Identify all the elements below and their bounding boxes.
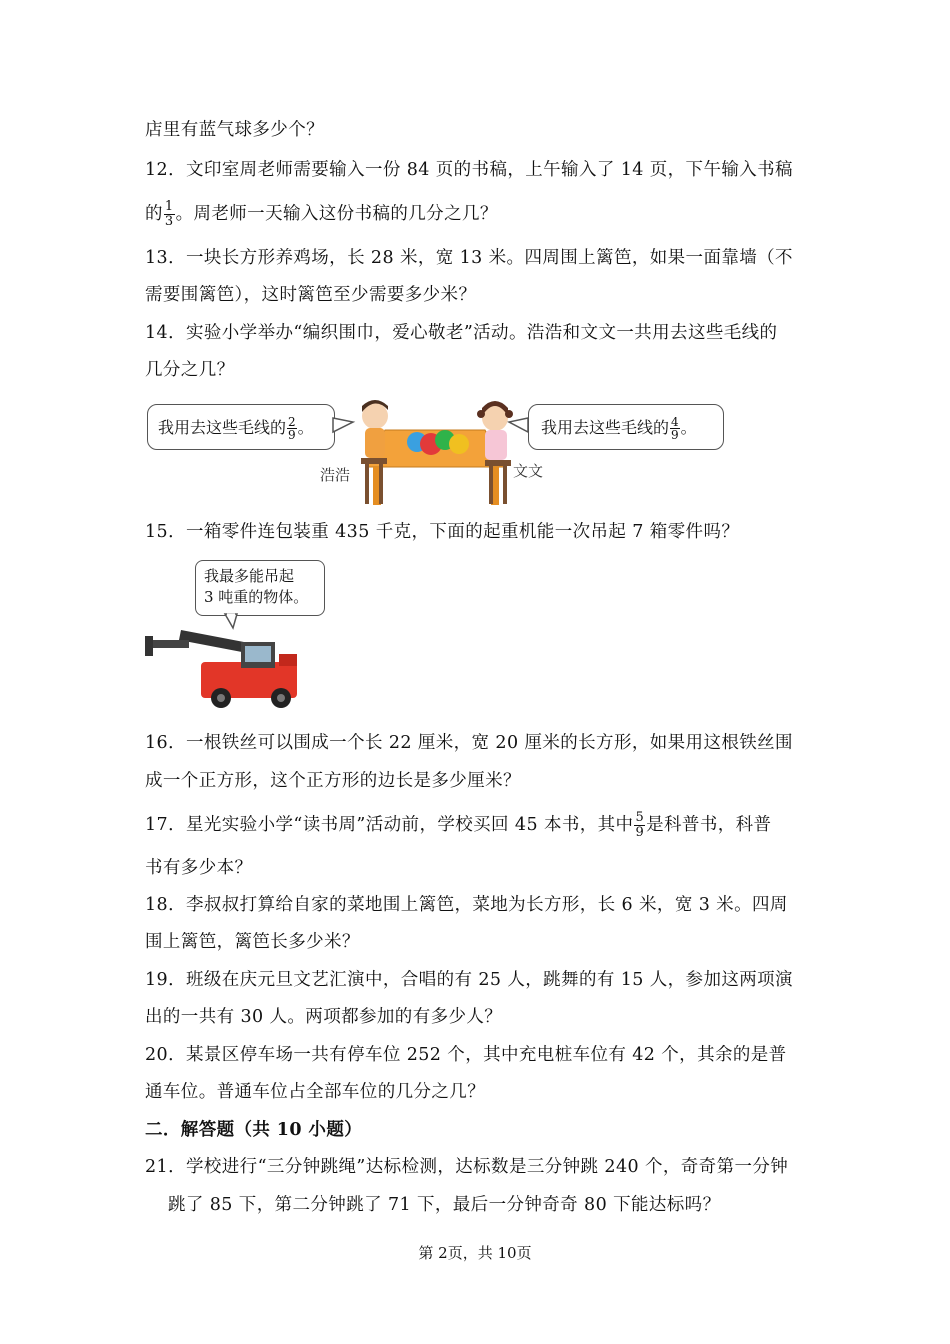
bubble-text-line1: 我最多能吊起 <box>204 567 295 585</box>
fraction-numerator: 2 <box>288 415 296 429</box>
bubble-text: 。 <box>297 418 314 437</box>
question-20-line2: 通车位。普通车位占全部车位的几分之几？ <box>145 1082 486 1102</box>
name-label-haohao: 浩浩 <box>320 466 351 484</box>
question-14-line1: 14．实验小学举办“编织围巾，爱心敬老”活动。浩浩和文文一共用去这些毛线的 <box>145 323 778 343</box>
question-18-line2: 围上篱笆，篱笆长多少米？ <box>145 932 360 952</box>
question-12-line1: 12．文印室周老师需要输入一份 84 页的书稿，上午输入了 14 页，下午输入书稿 <box>145 160 793 180</box>
question-16-line1: 16．一根铁丝可以围成一个长 22 厘米，宽 20 厘米的长方形，如果用这根铁丝围 <box>145 733 793 753</box>
fraction-numerator: 1 <box>164 199 174 214</box>
question-13-line1: 13．一块长方形养鸡场，长 28 米，宽 13 米。四周围上篱笆，如果一面靠墙（不 <box>145 248 793 268</box>
question-18-line1: 18．李叔叔打算给自家的菜地围上篱笆，菜地为长方形，长 6 米，宽 3 米。四周 <box>145 895 788 915</box>
speech-bubble-right <box>528 404 724 450</box>
text: 是科普书，科普 <box>646 815 772 835</box>
question-17-line2: 书有多少本？ <box>145 858 253 878</box>
question-17-line1 <box>145 811 771 840</box>
text: 。周老师一天输入这份书稿的几分之几？ <box>175 204 498 224</box>
question-12-line2 <box>145 200 498 229</box>
name-label-wenwen: 文文 <box>513 462 544 480</box>
question-13-line2: 需要围篱笆），这时篱笆至少需要多少米？ <box>145 285 477 305</box>
text-line: 店里有蓝气球多少个？ <box>145 120 324 140</box>
section-heading: 二．解答题（共 10 小题） <box>145 1120 363 1140</box>
fraction-denominator: 9 <box>671 428 679 442</box>
figure-q15 <box>145 558 335 710</box>
text: 的 <box>145 204 163 224</box>
fraction <box>164 200 175 229</box>
fraction-numerator: 5 <box>635 810 645 825</box>
crane-truck-illustration <box>145 558 335 710</box>
question-19-line2: 出的一共有 30 人。两项都参加的有多少人？ <box>145 1007 503 1027</box>
fraction-denominator: 3 <box>164 214 174 229</box>
bubble-text: 我用去这些毛线的 <box>158 418 287 437</box>
question-15: 15．一箱零件连包装重 435 千克，下面的起重机能一次吊起 7 箱零件吗？ <box>145 522 740 542</box>
question-16-line2: 成一个正方形，这个正方形的边长是多少厘米？ <box>145 771 521 791</box>
bubble-text: 。 <box>680 418 697 437</box>
fraction-denominator: 9 <box>288 428 296 442</box>
figure-q14 <box>145 392 735 510</box>
question-14-line2: 几分之几？ <box>145 360 235 380</box>
fraction <box>670 416 680 441</box>
bubble-text: 我用去这些毛线的 <box>541 418 670 437</box>
fraction-numerator: 4 <box>671 415 679 429</box>
fraction <box>634 811 645 840</box>
bubble-text-line2: 3 吨重的物体。 <box>204 588 309 606</box>
question-21-line1: 21．学校进行“三分钟跳绳”达标检测，达标数是三分钟跳 240 个，奇奇第一分钟 <box>145 1157 789 1177</box>
text: 17．星光实验小学“读书周”活动前，学校买回 45 本书，其中 <box>145 815 634 835</box>
page-footer: 第 2页，共 10页 <box>418 1244 532 1262</box>
question-19-line1: 19．班级在庆元旦文艺汇演中，合唱的有 25 人，跳舞的有 15 人，参加这两项演 <box>145 970 793 990</box>
question-21-line2: 跳了 85 下，第二分钟跳了 71 下，最后一分钟奇奇 80 下能达标吗？ <box>168 1195 721 1215</box>
fraction-denominator: 9 <box>635 825 645 840</box>
question-20-line1: 20．某景区停车场一共有停车位 252 个，其中充电桩车位有 42 个，其余的是普 <box>145 1045 787 1065</box>
